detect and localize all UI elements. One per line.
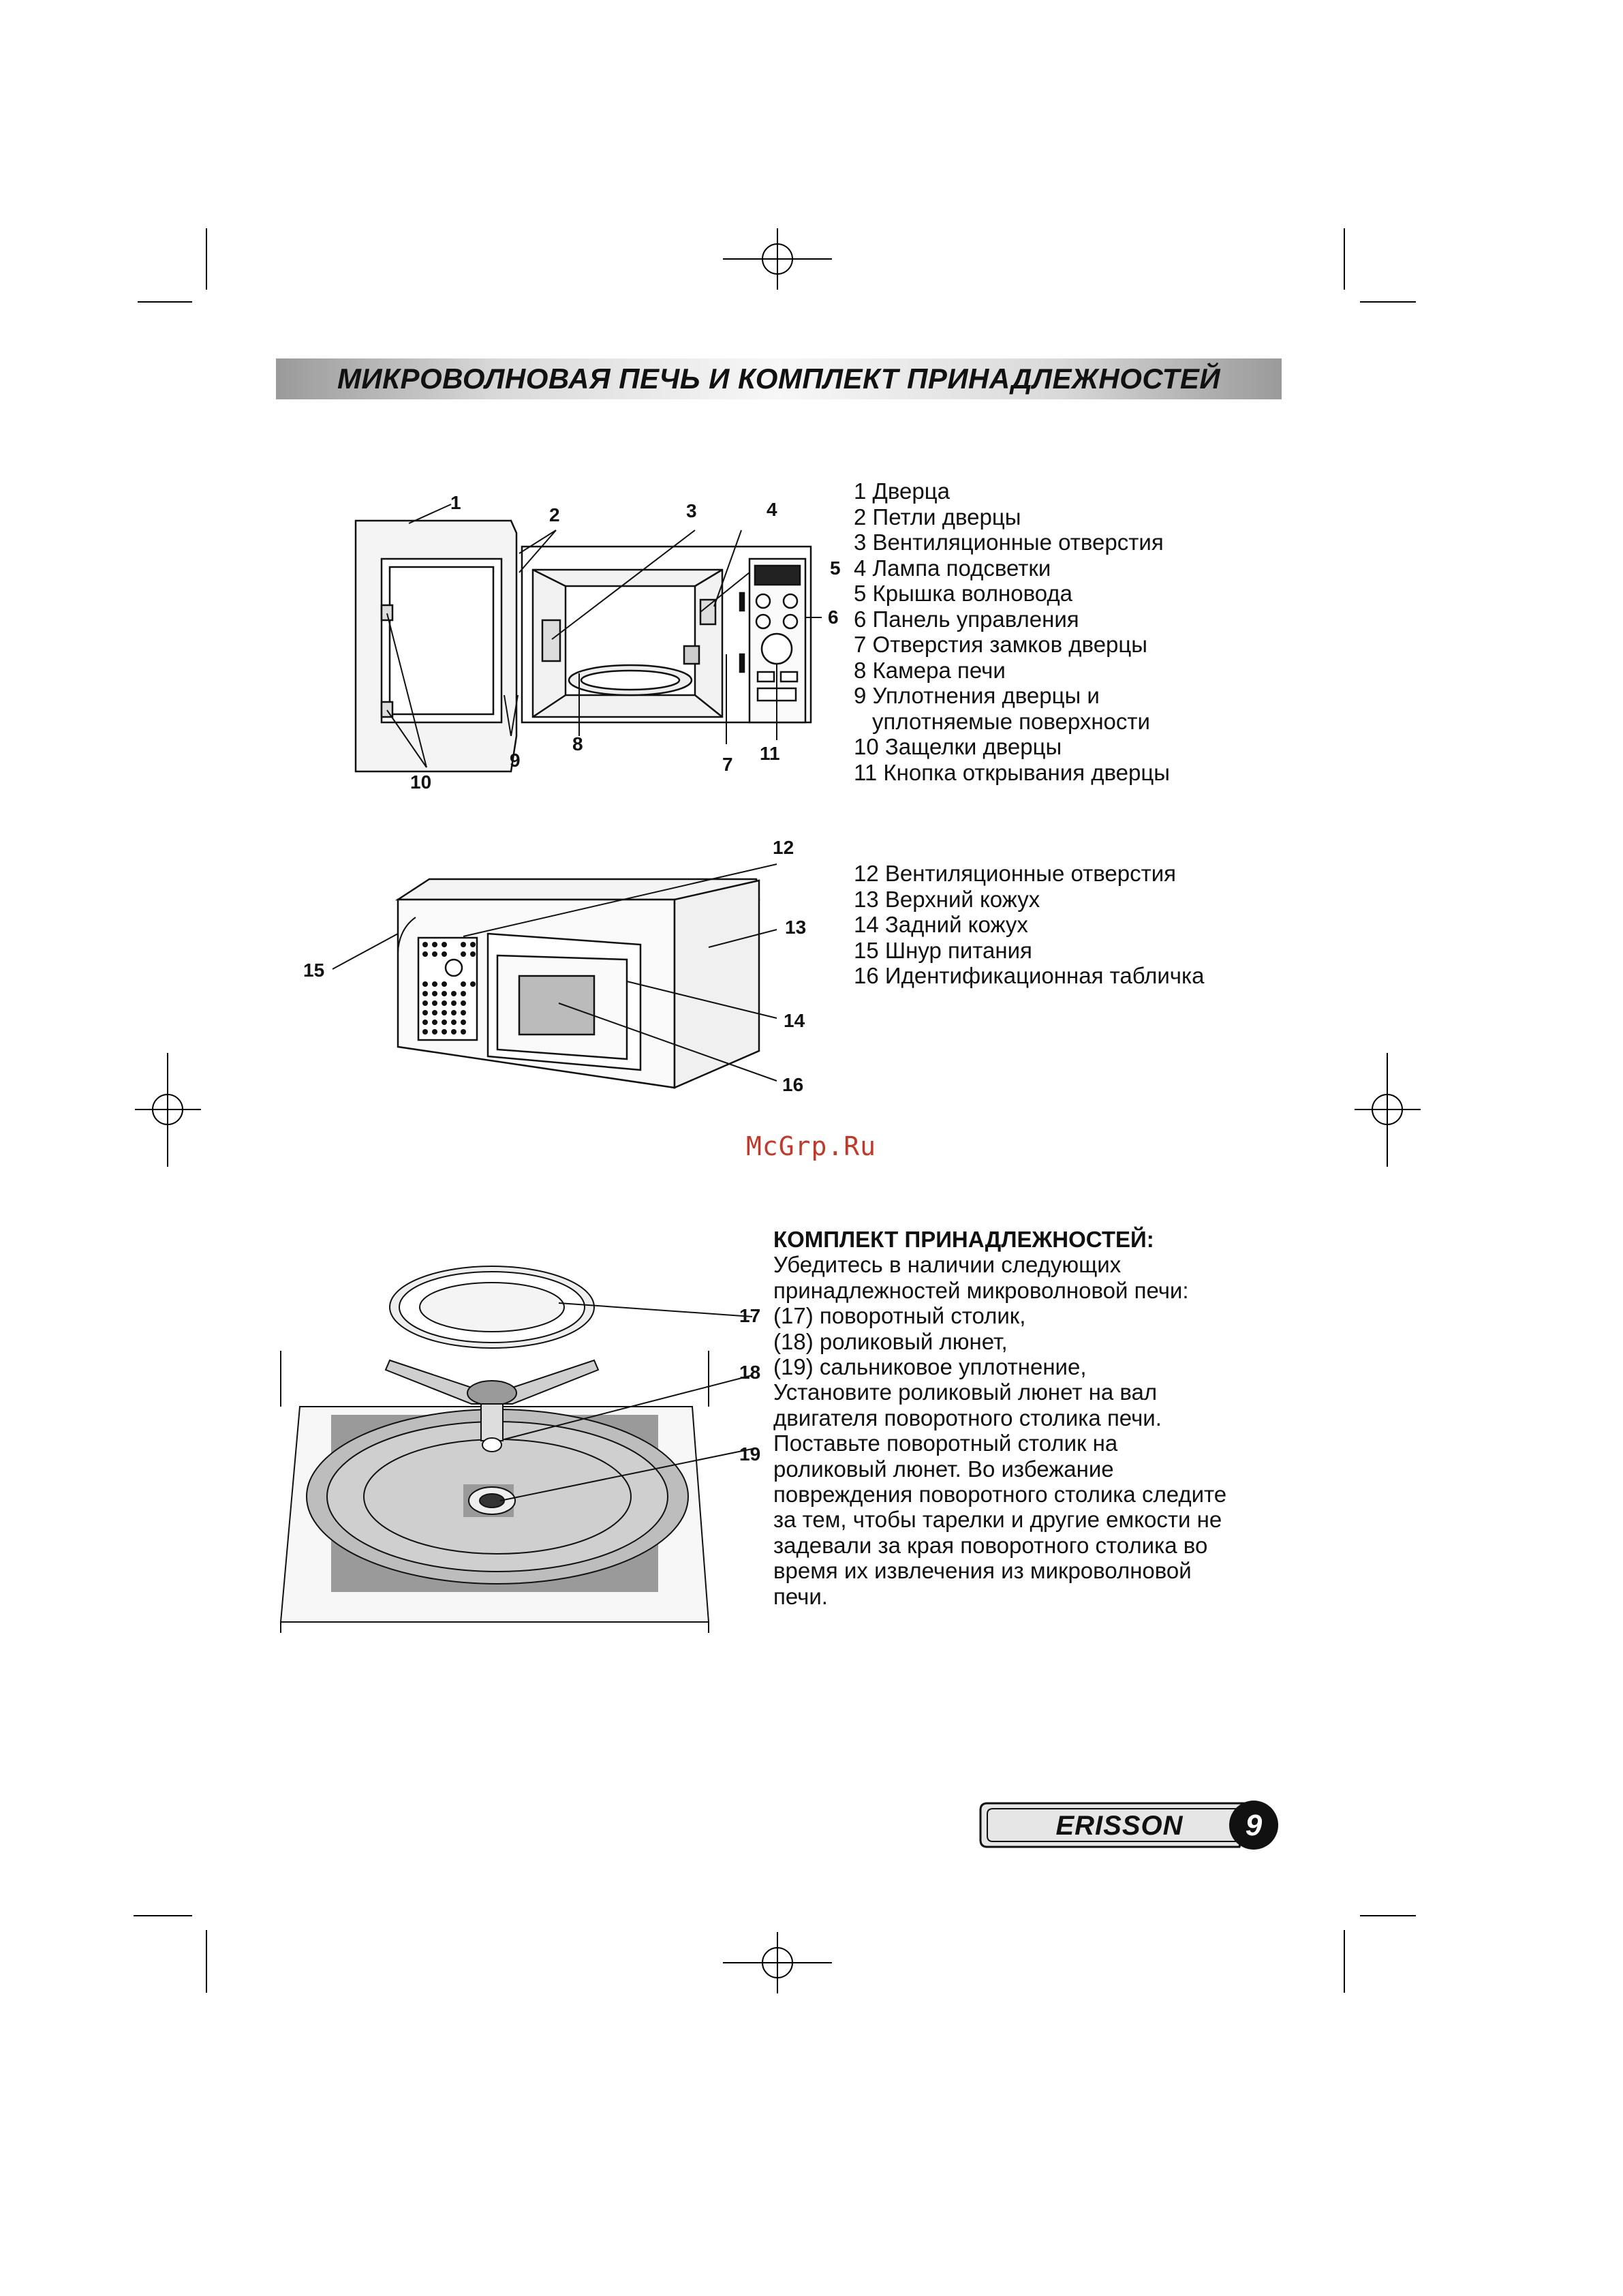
legend-item: 14 Задний кожух [854, 912, 1028, 937]
brand-badge [978, 1799, 1284, 1851]
legend-item: 11 Кнопка открывания дверцы [854, 759, 1170, 785]
accessories-heading: КОМПЛЕКТ ПРИНАДЛЕЖНОСТЕЙ: [773, 1227, 1154, 1252]
accessories-line: роликовый люнет. Во избежание [773, 1456, 1114, 1482]
accessories-line: Поставьте поворотный столик на [773, 1430, 1118, 1456]
accessories-line: за тем, чтобы тарелки и другие емкости не [773, 1507, 1222, 1533]
callout-14: 14 [784, 1010, 805, 1031]
accessories-line: (18) роликовый люнет, [773, 1328, 1008, 1354]
accessories-line: (19) сальниковое уплотнение, [773, 1354, 1087, 1380]
microwave-open-diagram [341, 491, 831, 791]
callout-15: 15 [303, 960, 325, 981]
legend-item: 3 Вентиляционные отверстия [854, 530, 1164, 555]
accessories-line: (17) поворотный столик, [773, 1303, 1026, 1329]
legend-item: 12 Вентиляционные отверстия [854, 861, 1177, 886]
legend-item: 15 Шнур питания [854, 937, 1032, 963]
callout-1: 1 [450, 492, 461, 513]
callout-18: 18 [739, 1362, 761, 1383]
title-band [276, 358, 1282, 399]
legend-item: 7 Отверстия замков дверцы [854, 632, 1148, 657]
callout-6: 6 [828, 607, 839, 628]
callout-8: 8 [572, 733, 583, 754]
legend-diagram1 [854, 478, 1170, 785]
legend-item: 1 Дверца [854, 478, 950, 504]
callout-16: 16 [782, 1074, 804, 1095]
callout-4: 4 [767, 499, 777, 520]
page-number: 9 [1245, 1809, 1263, 1842]
callout-2: 2 [549, 504, 560, 525]
accessories-line: двигателя поворотного столика печи. [773, 1405, 1162, 1430]
legend-item: 13 Верхний кожух [854, 886, 1040, 912]
watermark: McGrp.Ru [746, 1131, 877, 1161]
brand-badge-shape [978, 1799, 1284, 1851]
page-title: МИКРОВОЛНОВАЯ ПЕЧЬ И КОМПЛЕКТ ПРИНАДЛЕЖНОСТЕЙ [337, 363, 1221, 395]
legend-item: 4 Лампа подсветки [854, 555, 1051, 581]
accessories-line: Установите роликовый люнет на вал [773, 1379, 1158, 1405]
legend-item: уплотняемые поверхности [872, 708, 1150, 734]
callout-5: 5 [830, 557, 841, 579]
accessories-line: повреждения поворотного столика следите [773, 1482, 1227, 1507]
accessories-line: время их извлечения из микроволновой [773, 1558, 1192, 1584]
accessories-text [773, 1227, 1250, 1609]
legend-diagram2 [854, 861, 1205, 989]
accessories-line: принадлежностей микроволновой печи: [773, 1277, 1189, 1303]
legend-item: 9 Уплотнения дверцы и [854, 683, 1100, 708]
legend-item: 5 Крышка волновода [854, 581, 1072, 606]
legend-item: 8 Камера печи [854, 657, 1006, 683]
legend-item: 6 Панель управления [854, 606, 1079, 632]
callout-7: 7 [722, 754, 733, 775]
brand-name: ERISSON [1055, 1811, 1184, 1841]
legend-item: 10 Защелки дверцы [854, 734, 1062, 759]
accessories-diagram [273, 1240, 777, 1636]
microwave-rear-diagram [327, 852, 818, 1111]
legend-item: 2 Петли дверцы [854, 504, 1021, 530]
callout-3: 3 [686, 500, 697, 521]
callout-12: 12 [773, 837, 794, 858]
accessories-line: печи. [773, 1583, 828, 1609]
callout-17: 17 [739, 1305, 761, 1326]
callout-9: 9 [510, 750, 521, 771]
accessories-line: задевали за края поворотного столика во [773, 1532, 1208, 1558]
callout-13: 13 [785, 917, 807, 938]
accessories-line: Убедитесь в наличии следующих [773, 1252, 1122, 1278]
legend-item: 16 Идентификационная табличка [854, 963, 1205, 988]
callout-19: 19 [739, 1443, 761, 1465]
callout-10: 10 [410, 771, 432, 793]
callout-11: 11 [760, 743, 780, 764]
